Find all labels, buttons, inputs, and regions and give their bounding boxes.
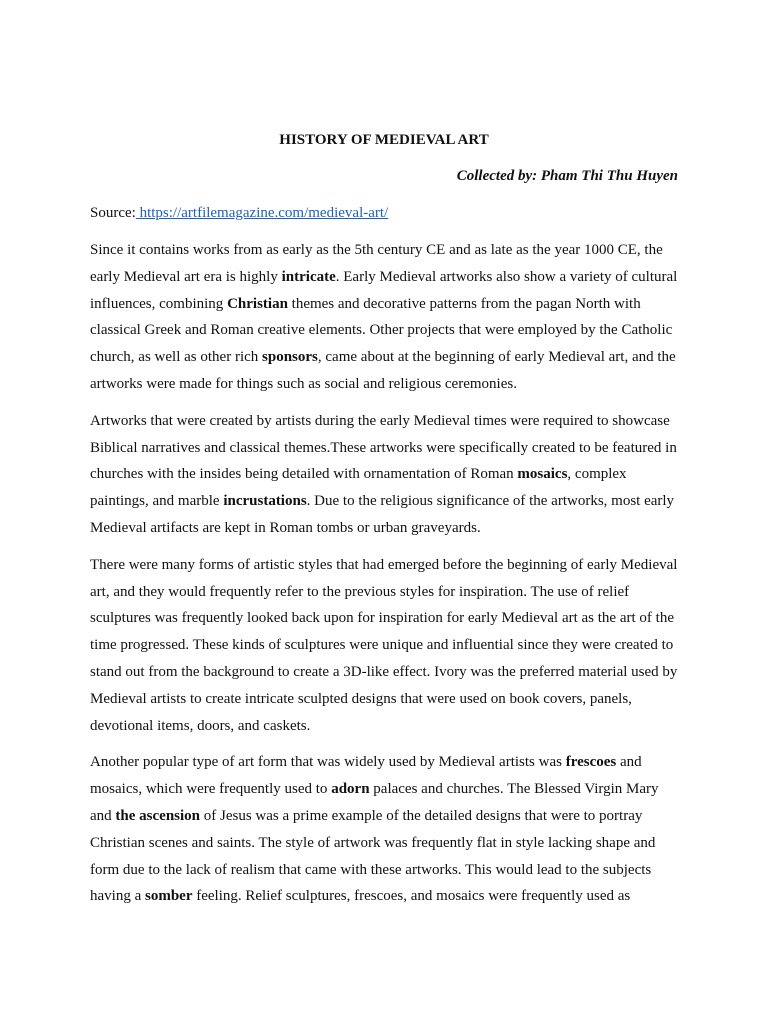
paragraph	[90, 552, 678, 740]
text-run: , came about at the beginning of early Medieval art, and the artworks were made for things such as social and religious ceremonies.	[90, 349, 676, 392]
bold-term: somber	[144, 888, 193, 905]
paragraph	[90, 749, 678, 910]
bold-term: adorn	[331, 781, 370, 798]
source-label: Source:	[90, 205, 136, 221]
text-run: , complex paintings, and marble	[90, 466, 627, 510]
text-run: feeling. Relief sculptures, frescoes, and mosaics were frequently used as	[192, 888, 631, 905]
text-run: Since it contains works from as early as the 5th century CE and as late as the year 1000 CE, the early Medieval art era is highly	[90, 242, 663, 285]
bold-term: incrustations	[223, 493, 307, 510]
text-run: palaces and churches. The Blessed Virgin Mary and	[90, 781, 659, 824]
bold-term: mosaics	[517, 466, 568, 483]
text-run: . Due to the religious significance of the artworks, most early Medieval artifacts are kept in Roman tombs or urban graveyards.	[90, 493, 675, 536]
bold-term: Christian	[227, 295, 288, 312]
paragraph	[90, 237, 678, 398]
document-title: HISTORY OF MEDIEVAL ART	[279, 132, 489, 148]
bold-term: sponsors	[262, 349, 318, 366]
body-text	[90, 237, 678, 920]
bold-term: the ascension	[115, 807, 201, 824]
text-run: of Jesus was a prime example of the detailed designs that were to portray Christian scenes and saints. The style of artwork was frequently flat in style lacking shape and form due to the lack of realism that came with these artworks. This would lead to the subjects having a	[90, 807, 656, 905]
paragraph	[90, 408, 678, 542]
text-run: Artworks that were created by artists during the early Medieval times were required to showcase Biblical narratives and classical themes.These artworks were specifically created to be featured in churches with the insides being detailed with ornamentation of Roman	[90, 412, 677, 483]
text-run: and mosaics, which were frequently used to	[90, 754, 642, 798]
source-line	[90, 203, 678, 223]
text-run: Another popular type of art form that was widely used by Medieval artists was	[90, 754, 566, 771]
author-line: Collected by: Pham Thi Thu Huyen	[456, 168, 678, 184]
source-link[interactable]: https://artfilemagazine.com/medieval-art/	[135, 205, 389, 221]
text-run: There were many forms of artistic styles that had emerged before the beginning of early Medieval art, and they would frequently refer to the previous styles for inspiration. The use of relief sculptures was frequently looked back upon for inspiration for early Medieval art as the art of the time progressed. These kinds of sculptures were unique and influential since they were created to stand out from the background to create a 3D-like effect. Ivory was the preferred material used by Medieval artists to create intricate sculpted designs that were used on book covers, panels, devotional items, doors, and caskets.	[90, 556, 678, 734]
text-run: . Early Medieval artworks also show a variety of cultural influences, combining	[90, 268, 678, 312]
bold-term: frescoes	[565, 754, 617, 771]
text-run: themes and decorative patterns from the pagan North with classical Greek and Roman creative elements. Other projects that were employed by the Catholic church, as well as other rich	[90, 295, 673, 366]
bold-term: intricate	[281, 268, 336, 285]
